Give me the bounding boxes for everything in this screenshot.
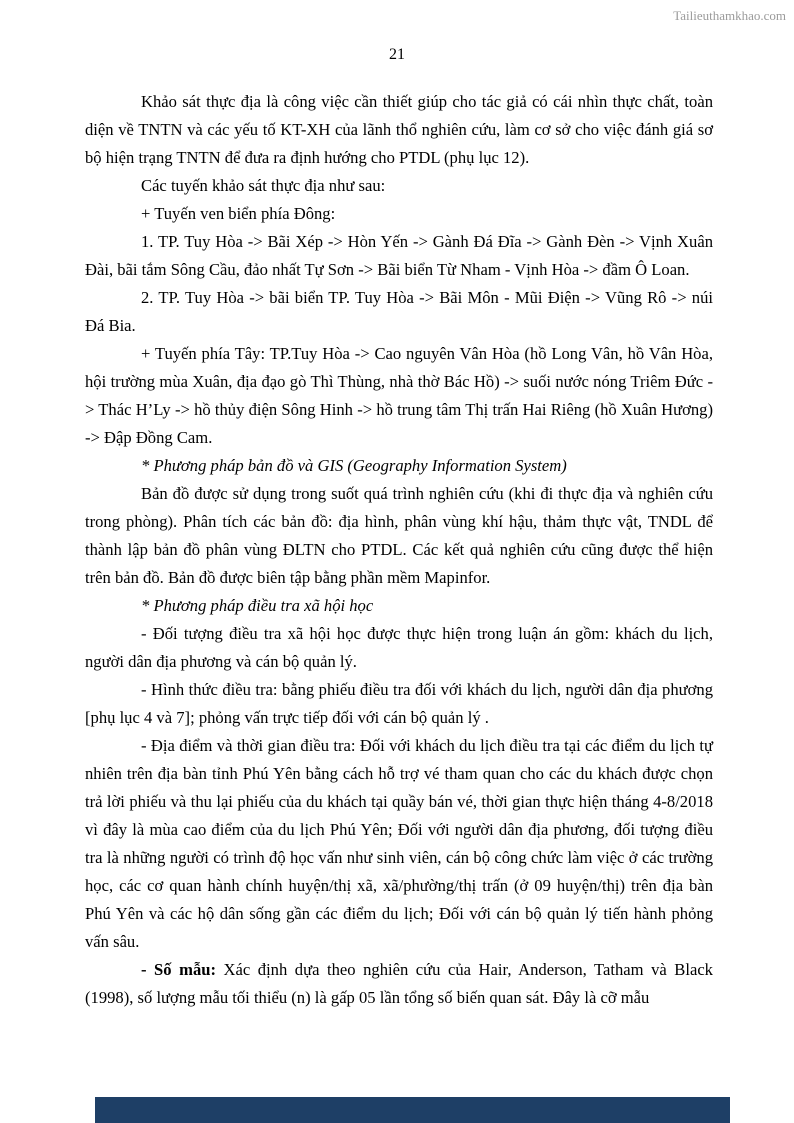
paragraph: - Hình thức điều tra: bằng phiếu điều tra đối với khách du lịch, người dân địa phương [phụ lục 4 và 7]; phỏng vấn trực tiếp đối với cán bộ quản lý . [85, 680, 713, 727]
paragraph-method-heading: * Phương pháp bản đồ và GIS (Geography Information System) [141, 456, 567, 475]
page-body [85, 88, 713, 1012]
paragraph [85, 956, 713, 1012]
paragraph: + Tuyến ven biển phía Đông: [141, 204, 336, 223]
paragraph: 1. TP. Tuy Hòa -> Bãi Xép -> Hòn Yến -> Gành Đá Đĩa -> Gành Đèn -> Vịnh Xuân Đài, bãi tắm Sông Cầu, đảo nhất Tự Sơn -> Bãi biển Từ Nham - Vịnh Hòa -> đầm Ô Loan. [85, 232, 713, 279]
watermark-text: Tailieuthamkhao.com [673, 8, 786, 23]
page-number: 21 [389, 46, 405, 63]
paragraph: Khảo sát thực địa là công việc cần thiết giúp cho tác giả có cái nhìn thực chất, toàn diện về TNTN và các yếu tố KT-XH của lãnh thổ nghiên cứu, làm cơ sở cho việc đánh giá sơ bộ hiện trạng TNTN để đưa ra định hướng cho PTDL (phụ lục 12). [85, 92, 713, 167]
paragraph-method-heading: * Phương pháp điều tra xã hội học [141, 596, 374, 615]
paragraph: - Đối tượng điều tra xã hội học được thực hiện trong luận án gồm: khách du lịch, người dân địa phương và cán bộ quản lý. [85, 624, 713, 671]
paragraph: - Địa điểm và thời gian điều tra: Đối với khách du lịch điều tra tại các điểm du lịch tự nhiên trên địa bàn tỉnh Phú Yên bằng cách hỗ trợ vé tham quan cho các du khách được chọn trả lời phiếu và thu lại phiếu của du khách tại quầy bán vé, thời gian thực hiện tháng 4-8/2018 vì đây là mùa cao điểm của du lịch Phú Yên; Đối với người dân địa phương, đối tượng điều tra là những người có trình độ học vấn như sinh viên, cán bộ công chức làm việc ở các trường học, các cơ quan hành chính huyện/thị xã, xã/phường/thị trấn (ở 09 huyện/thị) trên địa bàn Phú Yên và các hộ dân sống gần các điểm du lịch; Đối với cán bộ quản lý tiến hành phỏng vấn sâu. [85, 736, 713, 951]
paragraph: + Tuyến phía Tây: TP.Tuy Hòa -> Cao nguyên Vân Hòa (hồ Long Vân, hồ Vân Hòa, hội trường mùa Xuân, địa đạo gò Thì Thùng, nhà thờ Bác Hồ) -> suối nước nóng Triêm Đức -> Thác H’Ly -> hồ thủy điện Sông Hinh -> hồ trung tâm Thị trấn Hai Riêng (hồ Xuân Hương) -> Đập Đồng Cam. [85, 344, 713, 447]
paragraph-lead: - Số mẫu: [141, 960, 216, 979]
paragraph: Các tuyến khảo sát thực địa như sau: [141, 176, 386, 195]
paragraph: Bản đồ được sử dụng trong suốt quá trình nghiên cứu (khi đi thực địa và nghiên cứu trong phòng). Phân tích các bản đồ: địa hình, phân vùng khí hậu, thảm thực vật, TNDL để thành lập bản đồ phân vùng ĐLTN cho PTDL. Các kết quả nghiên cứu cũng được thể hiện trên bản đồ. Bản đồ được biên tập bằng phần mềm Mapinfor. [85, 484, 713, 587]
footer-banner [95, 1097, 730, 1123]
paragraph: 2. TP. Tuy Hòa -> bãi biển TP. Tuy Hòa -> Bãi Môn - Mũi Điện -> Vũng Rô -> núi Đá Bia. [85, 288, 713, 335]
paragraph-text: Xác định dựa theo nghiên cứu của Hair, Anderson, Tatham và Black (1998), số lượng mẫu tối thiểu (n) là gấp 05 lần tổng số biến quan sát. Đây là cỡ mẫu [85, 960, 713, 1007]
